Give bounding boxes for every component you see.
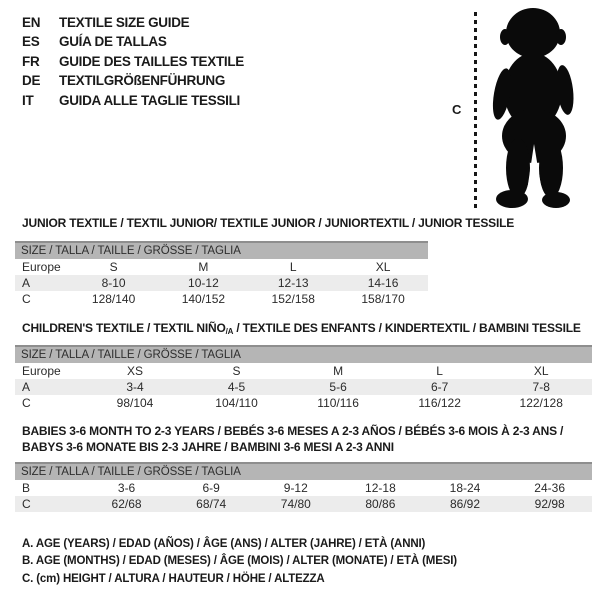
cell: M xyxy=(198,260,209,274)
cell: 24-36 xyxy=(534,481,565,495)
junior-size-table xyxy=(15,241,428,307)
language-label: GUÍA DE TALLAS xyxy=(59,34,167,50)
row-label: A xyxy=(22,276,31,290)
note-b: B. AGE (MONTHS) / EDAD (MESES) / ÂGE (MOIS) / ALTER (MONATE) / ETÀ (MESI) xyxy=(22,555,457,568)
language-label: TEXTILGRÖßENFÜHRUNG xyxy=(59,73,226,89)
children-section-heading xyxy=(22,321,581,336)
language-label: GUIDA ALLE TAGLIE TESSILI xyxy=(59,92,240,108)
cell: 14-16 xyxy=(367,276,399,290)
table-header-row xyxy=(15,463,592,480)
cell: 116/122 xyxy=(418,396,461,410)
table-header-row xyxy=(15,242,428,259)
cell: 86/92 xyxy=(449,497,481,511)
cell: 152/158 xyxy=(271,292,315,306)
cell: 128/140 xyxy=(91,292,136,306)
junior-section-heading: JUNIOR TEXTILE / TEXTIL JUNIOR/ TEXTILE JUNIOR / JUNIORTEXTIL / JUNIOR TESSILE xyxy=(22,216,515,230)
cell: 4-5 xyxy=(227,380,246,394)
table-header-label: SIZE / TALLA / TAILLE / GRÖSSE / TAGLIA xyxy=(15,346,592,363)
language-code: ES xyxy=(22,34,40,50)
table-row-height xyxy=(15,496,592,512)
heading-text: / TEXTILE DES ENFANTS / KINDERTEXTIL / BAMBINI TESSILE xyxy=(233,321,581,335)
language-row-fr xyxy=(22,52,244,71)
language-code: EN xyxy=(22,15,41,30)
cell: XL xyxy=(375,260,391,274)
table-row-age xyxy=(15,379,592,395)
cell: 92/98 xyxy=(534,497,565,511)
heading-line-1: BABIES 3-6 MONTH TO 2-3 YEARS / BEBÉS 3-6 MESES A 2-3 AÑOS / BÉBÉS 3-6 MOIS À 2-3 ANS / xyxy=(22,424,564,438)
table-header-label: SIZE / TALLA / TAILLE / GRÖSSE / TAGLIA xyxy=(15,463,592,480)
cell: 6-7 xyxy=(430,380,449,394)
heading-line-2: BABYS 3-6 MONATE BIS 2-3 JAHRE / BAMBINI 3-6 MESI A 2-3 ANNI xyxy=(22,439,394,454)
row-label: Europe xyxy=(22,364,61,378)
row-label: B xyxy=(22,481,31,495)
table-row-europe xyxy=(15,363,592,379)
cell: 3-4 xyxy=(126,380,144,394)
cell: 104/110 xyxy=(215,396,258,410)
table-row-age-months xyxy=(15,480,592,496)
table-row-age xyxy=(15,275,428,291)
cell: 74/80 xyxy=(280,497,311,511)
cell: 80/86 xyxy=(365,497,396,511)
table-header-label: SIZE / TALLA / TAILLE / GRÖSSE / TAGLIA xyxy=(15,242,428,259)
cell: 12-18 xyxy=(365,481,396,495)
row-label: C xyxy=(22,497,31,511)
heading-subscript: /A xyxy=(225,327,234,336)
language-row-es xyxy=(22,32,244,51)
height-measure-dashed-line xyxy=(474,12,477,211)
cell: 8-10 xyxy=(101,276,126,290)
language-label: GUIDE DES TAILLES TEXTILE xyxy=(59,53,245,69)
babies-section-heading xyxy=(22,424,563,455)
cell: 6-9 xyxy=(202,481,220,495)
baby-silhouette-icon xyxy=(486,6,582,212)
cell: S xyxy=(109,260,118,274)
language-title-list xyxy=(22,13,244,110)
language-code: DE xyxy=(22,73,41,89)
table-header-row xyxy=(15,346,592,363)
children-size-table xyxy=(15,345,592,411)
cell: 10-12 xyxy=(188,276,219,290)
cell: 68/74 xyxy=(196,497,227,511)
heading-text: CHILDREN'S TEXTILE / TEXTIL NIÑO xyxy=(22,321,226,335)
cell: L xyxy=(289,260,297,274)
language-row-en xyxy=(22,13,244,32)
table-row-height xyxy=(15,395,592,411)
cell: 9-12 xyxy=(283,481,308,495)
cell: 3-6 xyxy=(117,481,136,495)
cell: XS xyxy=(127,364,144,378)
cell: 98/104 xyxy=(116,396,154,410)
cell: 12-13 xyxy=(277,276,309,290)
cell: 122/128 xyxy=(519,396,563,410)
legend-notes xyxy=(22,536,457,588)
baby-figure xyxy=(450,4,595,216)
cell: L xyxy=(436,364,443,378)
row-label: A xyxy=(22,380,31,394)
language-row-it xyxy=(22,91,244,110)
cell: 158/170 xyxy=(361,292,405,306)
row-label: C xyxy=(22,292,31,306)
table-row-europe xyxy=(15,259,428,275)
cell: 140/152 xyxy=(181,292,226,306)
cell: 62/68 xyxy=(111,497,142,511)
row-label: Europe xyxy=(22,260,61,274)
language-code: IT xyxy=(22,92,34,108)
language-label: TEXTILE SIZE GUIDE xyxy=(59,15,190,30)
language-row-de xyxy=(22,71,244,90)
note-a: A. AGE (YEARS) / EDAD (AÑOS) / ÂGE (ANS) / ALTER (JAHRE) / ETÀ (ANNI) xyxy=(22,538,426,550)
cell: 110/116 xyxy=(317,396,359,410)
height-measure-label: C xyxy=(452,102,462,117)
language-code: FR xyxy=(22,53,40,69)
cell: 18-24 xyxy=(449,481,481,495)
cell: M xyxy=(333,364,344,378)
babies-size-table xyxy=(15,462,592,512)
cell: XL xyxy=(533,364,549,378)
table-row-height xyxy=(15,291,428,307)
cell: S xyxy=(232,364,241,378)
cell: 7-8 xyxy=(532,380,550,394)
note-c: C. (cm) HEIGHT / ALTURA / HAUTEUR / HÖHE / ALTEZZA xyxy=(22,572,325,585)
cell: 5-6 xyxy=(329,380,347,394)
row-label: C xyxy=(22,396,31,410)
